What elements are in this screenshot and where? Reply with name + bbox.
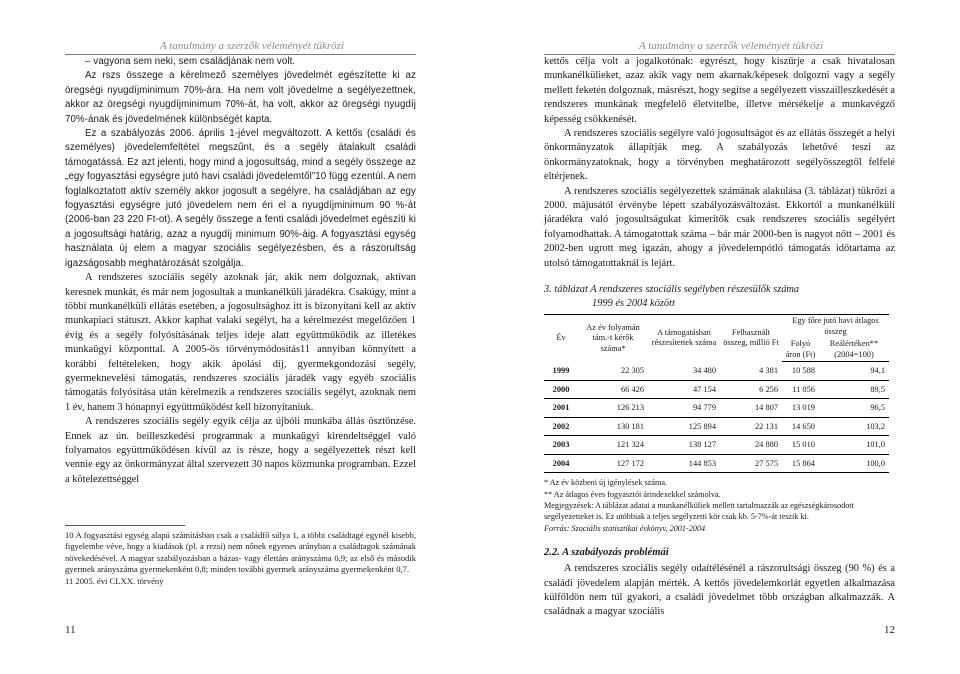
table-cell: 15 010 <box>782 436 819 455</box>
table-cell: 100,0 <box>819 454 889 473</box>
paragraph: A rendszeres szociális segélyre való jogosultságot és az ellátás összegét a helyi önkormányzatok állapítják meg. A szabályozás lehetővé teszi az önkormányzatoknak, hogy a törvényben meghatározott segélyösszegtől felfelé eltérjenek. <box>544 128 895 183</box>
table-cell: 13 019 <box>782 399 819 418</box>
table-cell: 2001 <box>544 399 578 418</box>
paragraph: kettős célja volt a jogalkotónak: egyrészt, hogy kiszűrje a csak hivatalosan munkanélkülieket, azaz akik vagy nem akarnak/képesek dolgozni vagy a segély mellett feketén dolgoznak, másrészt, hogy segítse a segélyezett visszailleszkedését a rendszeres munkának megfelelő életvitelbe, illetve mérsékelje a munkavégző képesség csökkenését. <box>544 56 895 125</box>
section-title: 2.2. A szabályozás problémái <box>544 547 669 559</box>
table-cell: 2002 <box>544 417 578 436</box>
paragraph: A rendszeres szociális segély egyik célja az újbóli munkába állás ösztönzése. Ennek az ún. beilleszkedési programnak a munkaügyi kirendeltséggel való folyamatos együttműködésen kívül az is része, hogy a segélyezettek részt kell vennie egy az önkormányzat által szervezett 30 napos közmunka programban. Ezzel a kötelezettséggel <box>65 416 416 485</box>
table-cell: 121 324 <box>578 436 648 455</box>
table-cell: 2003 <box>544 436 578 455</box>
footnote: 11 2005. évi CLXX. törvény <box>65 575 164 586</box>
paragraph: A rendszeres szociális segély odaítélésénél a rászorultsági összeg (90 %) és a családi jövedelem alapján mérték. A kettős jövedelemkorlát egyetlen alkalmazása külföldön nem túl gyakori, a családi jövedelmet több országban alkalmazzák. A családnak a magyar szociális <box>544 563 895 618</box>
table-cell: 6 256 <box>720 380 782 399</box>
table-caption <box>544 283 895 311</box>
table-cell: 130 181 <box>578 417 648 436</box>
left-page <box>65 0 416 674</box>
table-cell: 2004 <box>544 454 578 473</box>
paragraph: – vagyona sem neki, sem családjának nem volt. <box>85 56 296 67</box>
col-header-nominal: Folyó áron (Ft) <box>782 338 819 362</box>
paragraph: Az rszs összege a kérelmező személyes jövedelmét egészítette ki az öregségi nyugdíjminimum 70%-ára. Ha nem volt jövedelme a segélyezettnek, akkor az öregségi nyugdíjminimum 70%-át, ha volt, akkor az öregségi nyugdíj 70%-ának és jövedelmének különbségét kapta. <box>65 70 416 125</box>
col-header-amount: Felhasznált összeg, millió Ft <box>723 327 779 348</box>
table-cell: 47 154 <box>648 380 720 399</box>
table-row <box>544 454 889 473</box>
col-header-real: Reálértéken** (2004=100) <box>819 338 889 362</box>
right-body-text <box>544 55 895 620</box>
col-header-recipients: Az év folyamán tám.-t kérők száma* <box>586 322 640 353</box>
table-cell: 125 894 <box>648 417 720 436</box>
table-cell: 22 305 <box>578 362 648 381</box>
table-cell: 89,5 <box>819 380 889 399</box>
table-cell: 103,2 <box>819 417 889 436</box>
footnote-divider <box>65 525 185 526</box>
running-header: A tanulmány a szerzők véleményét tükrözi <box>65 40 416 55</box>
table-cell: 138 127 <box>648 436 720 455</box>
col-header-year: Év <box>556 333 566 343</box>
table-row <box>544 436 889 455</box>
table-cell: 66 426 <box>578 380 648 399</box>
table-row <box>544 417 889 436</box>
footnotes <box>65 530 416 587</box>
caption-line: 1999 és 2004 között <box>592 298 675 310</box>
recipients-table <box>544 314 889 473</box>
table-cell: 15 864 <box>782 454 819 473</box>
table-cell: 101,0 <box>819 436 889 455</box>
table-cell: 1999 <box>544 362 578 381</box>
table-cell: 96,5 <box>819 399 889 418</box>
table-cell: 14 650 <box>782 417 819 436</box>
footnote: 10 A fogyasztási egység alapú számításban csak a családfő súlya 1, a többi családtagé egynél kisebb, figyelembe véve, hogy a kiadások (pl. a rezsi) nem nőnek egyenes arányban a családtagok számának növekedésével. A magyar szabályozásban a házas- vagy élettárs arányszáma 0,9; az első és második gyermek arányszáma gyermekenként 0,8; minden további gyermek arányszáma gyermekenként 0,7. <box>65 530 416 575</box>
table-note: Forrás: Szociális statisztikai évkönyv, 2001-2004 <box>544 523 706 533</box>
paragraph: Ez a szabályozás 2006. április 1-jével megváltozott. A kettős (családi és személyes) jövedelemfeltétel megszűnt, és a segély átalakult családi támogatássá. Ez azt jelenti, hogy mind a jogosultság, mind a segély összege az „egy fogyasztási egységre jutó havi családi jövedelemtől”10 függ ezentúl. A nem foglalkoztatott aktív személy akkor jogosult a segélyre, ha családjában az egy fogyasztási egységre jutó jövedelem nem éri el a nyugdíjminimum 90 %-át (2006-ban 23 220 Ft-ot). A segély összege a fenti családi jövedelmet egészíti ki a jogosultsági határig, azaz a nyugdíj minimum 90%-áig. A fogyasztási egység használata új elem a magyar szociális segélyezésben, és a rászorultság igazságosabb meghatározását szolgálja. <box>65 128 416 269</box>
table-cell: 10 588 <box>782 362 819 381</box>
table-cell: 34 480 <box>648 362 720 381</box>
table-cell: 144 853 <box>648 454 720 473</box>
col-header-supported: A támogatásban részesítettek száma <box>651 327 717 348</box>
table-cell: 94 779 <box>648 399 720 418</box>
table-notes <box>544 477 895 534</box>
col-header-per-person: Egy főre jutó havi átlagos összeg <box>792 316 879 336</box>
running-header: A tanulmány a szerzők véleményét tükrözi <box>544 40 895 55</box>
right-page <box>544 0 895 674</box>
table-cell: 126 213 <box>578 399 648 418</box>
table-cell: 2000 <box>544 380 578 399</box>
table-cell: 27 575 <box>720 454 782 473</box>
page-number: 12 <box>884 624 895 636</box>
paragraph: A rendszeres szociális segély azoknak jár, akik nem dolgoznak, aktívan keresnek munkát, és már nem jogosultak a munkanélküli járadékra. Csakúgy, mint a többi munkanélküli ellátás esetében, a jogosultsághoz itt is bizonyítani kell az aktív munkapiaci státuszt. Akkor kaphat valaki segélyt, ha a kérelmezést megelőzően 1 évig és a segély folyósításának teljes ideje alatt együttműködik az illetékes munkaügyi központtal. A 2005-ös törvénymódosítás11 annyiban könnyített a korábbi feltételeken, hogy akik ápolási díj, gyermekgondozási segély, gyermeknevelési támogatás, rendszeres szociális járadék vagy egyéb szociális támogatás folyósítása után kérelmezik a rendszeres szociális segélyt, azoknak nem 1 év, hanem 3 hónapnyi együttműködést kell bizonyítaniuk. <box>65 272 416 413</box>
table-note: Megjegyzések: A táblázat adatai a munkanélküliek mellett tartalmazzák az egészségkárosodott segélyezetteket is. Ez utóbbiak a teljes segélyzetti kör csak kb. 5-7%-át teszik ki. <box>544 500 854 522</box>
table-row <box>544 362 889 381</box>
table-row <box>544 399 889 418</box>
table-cell: 94,1 <box>819 362 889 381</box>
table-note: ** Az átlagos éves fogyasztói árindexekkel számolva. <box>544 489 721 499</box>
table-cell: 11 056 <box>782 380 819 399</box>
table-cell: 127 172 <box>578 454 648 473</box>
left-body-text <box>65 55 416 487</box>
page-number: 11 <box>65 624 76 636</box>
table-cell: 14 807 <box>720 399 782 418</box>
table-note: * Az év közbeni új igénylések száma. <box>544 478 667 488</box>
paragraph: A rendszeres szociális segélyezettek számának alakulása (3. táblázat) tükrözi a 2000. májusától érvénybe lépett szabályozásváltozást. Ekkortól a munkanélküli járadékra való jogosultságukat kimerítők csak rendszeres szociális segélyért folyamodhattak. A támogatottak száma – bár már 2000-ben is nagyot nőtt – 2001 és 2002-ben ugrott meg igazán, ahogy a jövedelempótló támogatás időtartama az utolsó támogatottaknál is lejárt. <box>544 185 895 269</box>
table-cell: 24 880 <box>720 436 782 455</box>
table-cell: 4 381 <box>720 362 782 381</box>
table-row <box>544 380 889 399</box>
table-cell: 22 131 <box>720 417 782 436</box>
caption-line: 3. táblázat A rendszeres szociális segélyben részesülők száma <box>544 284 800 296</box>
